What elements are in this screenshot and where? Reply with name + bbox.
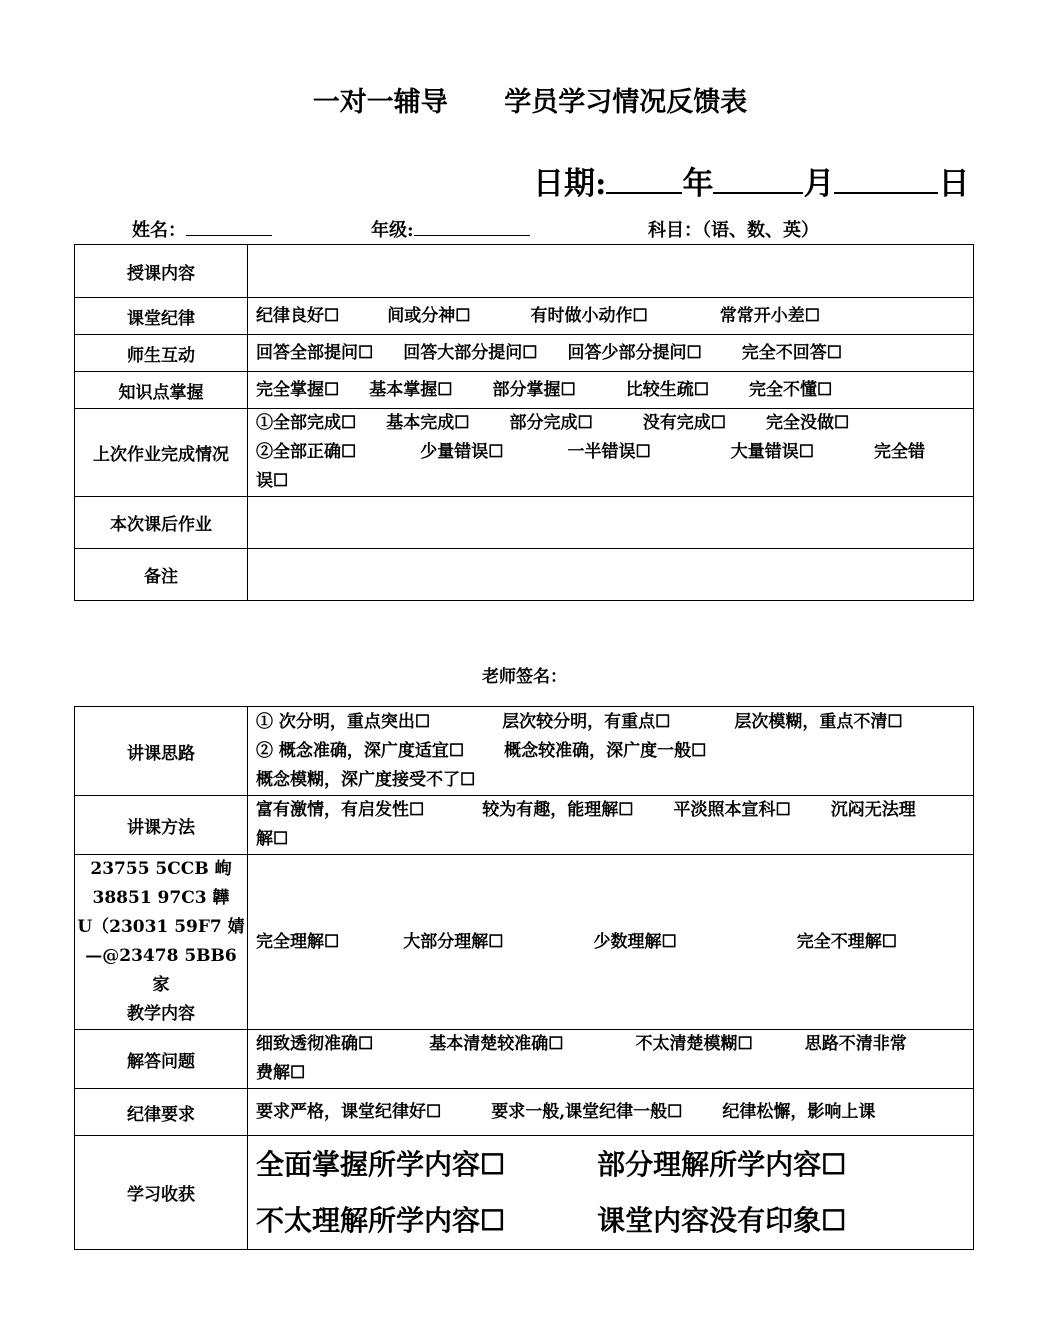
checkbox-option[interactable]: 费解☐ <box>256 1063 306 1083</box>
option-line <box>256 928 973 957</box>
row-content <box>248 1136 974 1250</box>
row-content <box>248 409 974 497</box>
page-title: 一对一辅导 学员学习情况反馈表 <box>312 87 748 118</box>
checkbox-option[interactable]: 完全不回答☐ <box>741 342 842 363</box>
row-label: 讲课方法 <box>75 796 248 855</box>
checkbox-option[interactable]: 有时做小动作☐ <box>530 305 648 326</box>
date-label: 日期: <box>533 166 607 202</box>
row-label: 纪律要求 <box>75 1089 248 1136</box>
row-content <box>248 1089 974 1136</box>
row-label: 授课内容 <box>75 245 248 298</box>
checkbox-option[interactable]: 要求一般,课堂纪律一般☐ <box>491 1101 683 1122</box>
checkbox-option[interactable]: 基本清楚较准确☐ <box>429 1034 564 1054</box>
day-label: 日 <box>938 166 970 202</box>
row-label-line: 38851 97C3 韡 <box>92 888 230 908</box>
checkbox-option[interactable]: 不太清楚模糊☐ <box>635 1034 753 1054</box>
name-label: 姓名： <box>132 220 186 241</box>
checkbox-option[interactable]: 完全不懂☐ <box>749 379 833 400</box>
grade-field <box>371 216 530 242</box>
row-label: 备注 <box>75 549 248 601</box>
checkbox-option[interactable]: 完全没做☐ <box>766 413 850 433</box>
checkbox-option[interactable]: 大量错误☐ <box>730 442 814 462</box>
checkbox-option[interactable]: 少量错误☐ <box>420 442 504 462</box>
row-label-line: 23755 5CCB 峋 <box>90 859 232 879</box>
checkbox-option[interactable]: 回答大部分提问☐ <box>403 342 538 363</box>
checkbox-option[interactable]: ② 概念准确，深广度适宜☐ <box>256 740 465 761</box>
checkbox-option[interactable]: 全面掌握所学内容☐ <box>256 1147 506 1181</box>
option-line <box>256 1030 973 1059</box>
evaluation-row <box>75 855 974 1030</box>
checkbox-option[interactable]: 不太理解所学内容☐ <box>256 1203 506 1237</box>
checkbox-option[interactable]: 少数理解☐ <box>593 931 677 952</box>
option-line <box>256 708 973 737</box>
month-blank[interactable] <box>713 162 803 194</box>
evaluation-row <box>75 796 974 855</box>
checkbox-option[interactable]: 误☐ <box>256 471 289 491</box>
option-line <box>256 409 973 438</box>
name-blank[interactable] <box>186 217 272 236</box>
performance-row <box>75 245 974 298</box>
row-label-line: —@23478 5BB6 家 <box>85 946 237 995</box>
day-blank[interactable] <box>834 162 938 194</box>
row-label: 课堂纪律 <box>75 298 248 335</box>
month-label: 月 <box>803 166 835 202</box>
option-line <box>256 1098 973 1127</box>
checkbox-option[interactable]: 富有激情，有启发性☐ <box>256 800 425 820</box>
checkbox-option[interactable]: 纪律松懈，影响上课 <box>722 1101 876 1122</box>
checkbox-option[interactable]: 平淡照本宣科☐ <box>673 800 791 820</box>
row-label: 学习收获 <box>75 1136 248 1250</box>
checkbox-option[interactable]: 概念模糊，深广度接受不了☐ <box>256 769 476 790</box>
checkbox-option[interactable]: 回答少部分提问☐ <box>567 342 702 363</box>
teaching-evaluation-table <box>74 706 974 1250</box>
checkbox-option[interactable]: 概念较准确，深广度一般☐ <box>504 740 707 761</box>
teacher-signature-label: 老师签名： <box>482 667 567 687</box>
option-line <box>256 1193 973 1249</box>
checkbox-option[interactable]: 要求严格，课堂纪律好☐ <box>256 1101 442 1122</box>
evaluation-row <box>75 1030 974 1089</box>
checkbox-option[interactable]: 细致透彻准确☐ <box>256 1034 374 1054</box>
row-label: 师生互动 <box>75 335 248 372</box>
checkbox-option[interactable]: 间或分神☐ <box>387 305 471 326</box>
date-line <box>533 158 969 203</box>
checkbox-option[interactable]: 较为有趣，能理解☐ <box>482 800 634 820</box>
checkbox-option[interactable]: 一半错误☐ <box>567 442 651 462</box>
checkbox-option[interactable]: ① 次分明，重点突出☐ <box>256 711 431 732</box>
option-line <box>256 766 973 795</box>
option-line <box>256 302 973 331</box>
checkbox-option[interactable]: 部分掌握☐ <box>492 379 576 400</box>
performance-row <box>75 409 974 497</box>
checkbox-option[interactable]: 层次较分明，有重点☐ <box>502 711 671 732</box>
checkbox-option[interactable]: 课堂内容没有印象☐ <box>597 1203 847 1237</box>
row-label: 讲课思路 <box>75 707 248 796</box>
row-content <box>248 707 974 796</box>
checkbox-option[interactable]: 回答全部提问☐ <box>256 342 374 363</box>
row-label-line: 教学内容 <box>127 1004 195 1024</box>
checkbox-option[interactable]: 部分理解所学内容☐ <box>597 1147 847 1181</box>
row-content <box>248 298 974 335</box>
checkbox-option[interactable]: 比较生疏☐ <box>625 379 709 400</box>
row-content <box>248 1030 974 1089</box>
subject-field: 科目：（语、数、英） <box>648 220 819 241</box>
checkbox-option[interactable]: ②全部正确☐ <box>256 442 357 462</box>
checkbox-option[interactable]: 常常开小差☐ <box>719 305 820 326</box>
checkbox-option[interactable]: 完全理解☐ <box>256 931 340 952</box>
performance-row <box>75 298 974 335</box>
checkbox-option[interactable]: 沉闷无法理 <box>830 800 916 820</box>
option-line <box>256 1137 973 1193</box>
option-line <box>256 467 973 496</box>
row-label: 知识点掌握 <box>75 372 248 409</box>
performance-row <box>75 497 974 549</box>
row-label: 上次作业完成情况 <box>75 409 248 497</box>
student-performance-table <box>74 244 974 601</box>
checkbox-option[interactable]: 基本掌握☐ <box>369 379 453 400</box>
checkbox-option[interactable]: 纪律良好☐ <box>256 305 340 326</box>
row-content[interactable] <box>248 549 974 601</box>
row-content[interactable] <box>248 245 974 298</box>
checkbox-option[interactable]: 层次模糊，重点不清☐ <box>734 711 903 732</box>
name-field <box>132 216 272 242</box>
evaluation-row <box>75 1136 974 1250</box>
checkbox-option[interactable]: 完全不理解☐ <box>796 931 897 952</box>
performance-row <box>75 549 974 601</box>
grade-blank[interactable] <box>414 217 530 236</box>
option-line <box>256 376 973 405</box>
row-content <box>248 855 974 1030</box>
option-line <box>256 737 973 766</box>
row-label: 本次课后作业 <box>75 497 248 549</box>
checkbox-option[interactable]: 没有完成☐ <box>642 413 726 433</box>
option-line <box>256 825 973 854</box>
year-blank[interactable] <box>606 162 682 194</box>
year-label: 年 <box>682 166 714 202</box>
row-label: 解答问题 <box>75 1030 248 1089</box>
row-label <box>75 855 248 1030</box>
option-line <box>256 339 973 368</box>
row-content <box>248 796 974 855</box>
row-content[interactable] <box>248 497 974 549</box>
option-line <box>256 438 973 467</box>
checkbox-option[interactable]: 基本完成☐ <box>386 413 470 433</box>
option-line <box>256 1059 973 1088</box>
evaluation-row <box>75 707 974 796</box>
row-content <box>248 335 974 372</box>
row-content <box>248 372 974 409</box>
checkbox-option[interactable]: 思路不清非常 <box>804 1034 907 1054</box>
performance-row <box>75 372 974 409</box>
checkbox-option[interactable]: 部分完成☐ <box>509 413 593 433</box>
grade-label: 年级: <box>371 220 414 241</box>
evaluation-row <box>75 1089 974 1136</box>
option-line <box>256 796 973 825</box>
performance-row <box>75 335 974 372</box>
row-label-line: U（23031 59F7 婧 <box>77 917 245 937</box>
checkbox-option[interactable]: 完全掌握☐ <box>256 379 340 400</box>
checkbox-option[interactable]: ①全部完成☐ <box>256 413 357 433</box>
checkbox-option[interactable]: 解☐ <box>256 829 289 849</box>
checkbox-option[interactable]: 大部分理解☐ <box>403 931 504 952</box>
checkbox-option[interactable]: 完全错 <box>874 442 925 462</box>
